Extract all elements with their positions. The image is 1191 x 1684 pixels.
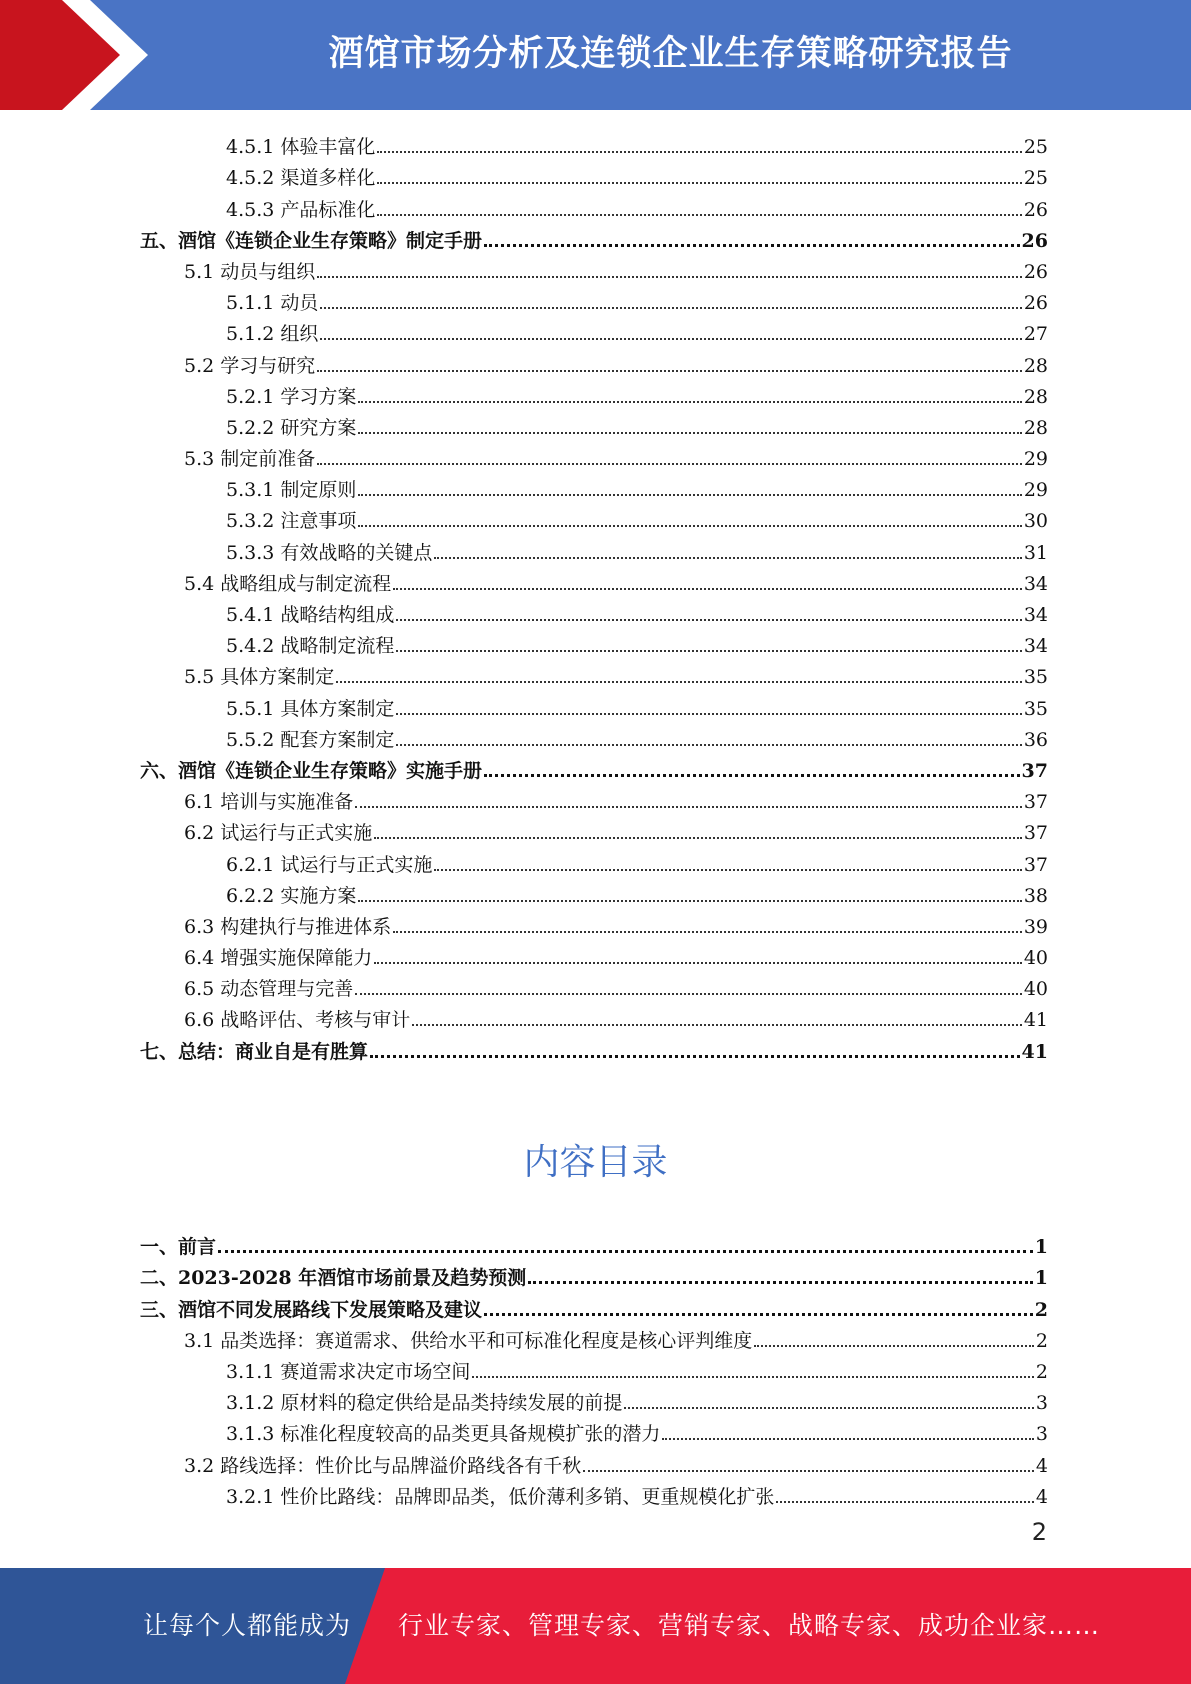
toc-entry-page: 40 [1023,947,1048,970]
toc-entry-label: 5.5 具体方案制定 [184,666,335,689]
toc-entry[interactable] [140,626,1048,657]
toc-leader-dots [358,494,1021,496]
toc-entry-label: 5.1.2 组织 [226,323,319,346]
toc-entry[interactable] [140,501,1048,532]
toc-leader-dots [218,1250,1033,1253]
toc-entry-page: 37 [1023,791,1048,814]
toc-entry-label: 5.3.3 有效战略的关键点 [226,541,433,564]
toc-entry-page: 28 [1023,354,1048,377]
toc-entry-label: 6.5 动态管理与完善 [184,978,354,1001]
toc-entry[interactable] [140,720,1048,751]
toc-leader-dots [662,1438,1034,1440]
toc-entry-label: 5.1.1 动员 [226,292,319,315]
toc-entry-page: 25 [1023,136,1048,159]
toc-leader-dots [377,151,1021,153]
toc-entry-label: 4.5.2 渠道多样化 [226,167,376,190]
toc-leader-dots [396,650,1021,652]
toc-entry-label: 5.5.1 具体方案制定 [226,697,395,720]
toc-leader-dots [484,774,1020,777]
toc-leader-dots [583,1470,1034,1472]
toc-entry-label: 一、前言 [140,1236,217,1259]
toc-leader-dots [434,557,1021,559]
toc-entry[interactable] [140,1258,1048,1289]
toc-leader-dots [776,1501,1034,1503]
toc-entry-page: 3 [1035,1423,1048,1446]
toc-entry-page: 26 [1021,229,1048,252]
toc-entry[interactable] [140,688,1048,719]
toc-entry-page: 37 [1023,853,1048,876]
toc-entry-page: 4 [1035,1454,1048,1477]
toc-leader-dots [355,806,1022,808]
toc-entry-label: 5.4 战略组成与制定流程 [184,572,392,595]
toc-entry-page: 30 [1023,510,1048,533]
toc-leader-dots [484,1313,1033,1316]
toc-entry[interactable] [140,1445,1048,1476]
toc-entry-label: 5.2 学习与研究 [184,354,316,377]
toc-leader-dots [484,244,1020,247]
toc-leader-dots [374,837,1022,839]
toc-entry[interactable] [140,439,1048,470]
toc-leader-dots [358,401,1021,403]
toc-entry[interactable] [140,1414,1048,1445]
toc-leader-dots [320,338,1021,340]
toc-leader-dots [358,900,1021,902]
toc-entry-label: 3.2 路线选择：性价比与品牌溢价路线各有千秋 [184,1454,582,1477]
toc-entry-label: 6.6 战略评估、考核与审计 [184,1009,411,1032]
toc-entry-page: 41 [1023,1009,1048,1032]
toc-entry-page: 36 [1023,728,1048,751]
toc-entry-page: 26 [1023,198,1048,221]
toc-entry-page: 41 [1021,1040,1048,1063]
toc-entry[interactable] [140,345,1048,376]
toc-entry-label: 5.4.1 战略结构组成 [226,604,395,626]
toc-entry[interactable] [140,158,1048,189]
toc-entry[interactable] [140,1321,1048,1352]
toc-entry-page: 34 [1023,604,1048,626]
toc-entry-label: 6.2 试运行与正式实施 [184,822,373,845]
report-title: 酒馆市场分析及连锁企业生存策略研究报告 [328,34,1013,74]
toc-entry-label: 三、酒馆不同发展路线下发展策略及建议 [140,1298,483,1321]
toc-entry-label: 五、酒馆《连锁企业生存策略》制定手册 [140,229,483,252]
toc-entry-label: 6.1 培训与实施准备 [184,791,354,814]
footer-slogan-left: 让每个人都能成为 [143,1611,352,1640]
toc-entry-label: 6.2.1 试运行与正式实施 [226,853,433,876]
toc-entry[interactable] [140,252,1048,283]
toc-entry-page: 2 [1035,1329,1048,1352]
toc-leader-dots [317,276,1022,278]
toc-contents [140,1227,1048,1508]
page-footer [0,1568,1191,1684]
toc-entry-label: 5.3 制定前准备 [184,448,316,471]
toc-entry-label: 3.1.1 赛道需求决定市场空间 [226,1360,471,1383]
toc-continued [140,127,1048,1063]
section-title: 内容目录 [523,1142,668,1183]
toc-leader-dots [396,619,1021,621]
toc-entry[interactable] [140,782,1048,813]
toc-entry-label: 3.1.3 标准化程度较高的品类更具备规模扩张的潜力 [226,1423,661,1446]
toc-entry-page: 40 [1023,978,1048,1001]
footer-slogan-right: 行业专家、管理专家、营销专家、战略专家、成功企业家…… [398,1611,1101,1640]
toc-entry[interactable] [140,470,1048,501]
page-number: 2 [1031,1518,1047,1546]
toc-entry-label: 5.1 动员与组织 [184,260,316,283]
toc-entry[interactable] [140,1031,1048,1062]
toc-entry-label: 七、总结：商业自是有胜算 [140,1040,369,1063]
toc-leader-dots [358,432,1021,434]
toc-entry-page: 31 [1023,541,1048,564]
toc-entry-page: 28 [1023,385,1048,408]
toc-leader-dots [320,307,1021,309]
toc-entry[interactable] [140,595,1048,626]
toc-leader-dots [624,1407,1034,1409]
toc-entry-page: 3 [1035,1392,1048,1415]
toc-leader-dots [317,370,1022,372]
toc-entry-page: 29 [1023,479,1048,502]
toc-entry-page: 37 [1021,759,1048,782]
toc-leader-dots [317,463,1022,465]
toc-entry-label: 3.1 品类选择：赛道需求、供给水平和可标准化程度是核心评判维度 [184,1329,753,1352]
toc-entry-label: 5.4.2 战略制定流程 [226,635,395,658]
toc-entry-label: 5.3.1 制定原则 [226,479,357,502]
toc-entry-label: 二、2023-2028 年酒馆市场前景及趋势预测 [140,1267,527,1290]
toc-entry-page: 34 [1023,635,1048,658]
toc-entry-page: 39 [1023,915,1048,938]
toc-leader-dots [472,1376,1034,1378]
toc-entry-page: 35 [1023,666,1048,689]
toc-entry-page: 29 [1023,448,1048,471]
toc-leader-dots [374,962,1022,964]
toc-entry-page: 35 [1023,697,1048,720]
toc-entry[interactable] [140,1352,1048,1383]
toc-entry-page: 26 [1023,260,1048,283]
toc-entry-page: 2 [1034,1298,1048,1321]
toc-leader-dots [377,214,1021,216]
toc-leader-dots [393,588,1022,590]
toc-leader-dots [336,681,1022,683]
toc-entry[interactable] [140,532,1048,563]
toc-leader-dots [412,1024,1022,1026]
toc-entry-label: 5.3.2 注意事项 [226,510,357,533]
page-header [0,0,1191,110]
toc-entry-label: 3.2.1 性价比路线：品牌即品类，低价薄利多销、更重规模化扩张 [226,1485,775,1508]
toc-entry-label: 6.4 增强实施保障能力 [184,947,373,970]
toc-entry-label: 4.5.1 体验丰富化 [226,136,376,159]
toc-entry-label: 3.1.2 原材料的稳定供给是品类持续发展的前提 [226,1392,623,1415]
toc-entry[interactable] [140,969,1048,1000]
toc-entry[interactable] [140,1227,1048,1258]
toc-entry-page: 1 [1034,1236,1048,1259]
toc-leader-dots [528,1281,1033,1284]
toc-entry-label: 5.5.2 配套方案制定 [226,728,395,751]
toc-leader-dots [434,869,1021,871]
toc-leader-dots [355,993,1022,995]
toc-leader-dots [377,182,1021,184]
toc-entry-label: 4.5.3 产品标准化 [226,198,376,221]
toc-entry-page: 34 [1023,572,1048,595]
toc-entry[interactable] [140,1289,1048,1320]
toc-entry[interactable] [140,938,1048,969]
toc-entry-page: 25 [1023,167,1048,190]
toc-entry-page: 4 [1035,1485,1048,1508]
toc-entry[interactable] [140,657,1048,688]
toc-entry-label: 6.2.2 实施方案 [226,884,357,907]
toc-entry[interactable] [140,1383,1048,1414]
toc-entry[interactable] [140,876,1048,907]
toc-entry[interactable] [140,127,1048,158]
toc-entry-label: 六、酒馆《连锁企业生存策略》实施手册 [140,759,483,782]
toc-leader-dots [370,1055,1020,1058]
toc-entry[interactable] [140,751,1048,782]
toc-leader-dots [358,525,1021,527]
toc-entry-page: 37 [1023,822,1048,845]
toc-entry[interactable] [140,221,1048,252]
toc-entry-page: 38 [1023,884,1048,907]
toc-entry-page: 27 [1023,323,1048,346]
toc-leader-dots [754,1345,1034,1347]
toc-leader-dots [393,931,1022,933]
toc-entry[interactable] [140,314,1048,345]
toc-entry[interactable] [140,844,1048,875]
toc-entry-label: 5.2.2 研究方案 [226,416,357,439]
toc-entry-page: 1 [1034,1267,1048,1290]
toc-entry-label: 5.2.1 学习方案 [226,385,357,408]
toc-entry[interactable] [140,813,1048,844]
toc-entry-label: 6.3 构建执行与推进体系 [184,915,392,938]
toc-entry[interactable] [140,377,1048,408]
toc-entry[interactable] [140,1000,1048,1031]
toc-entry-page: 26 [1023,292,1048,315]
toc-entry[interactable] [140,283,1048,314]
toc-entry[interactable] [140,907,1048,938]
toc-entry-page: 2 [1035,1360,1048,1383]
toc-entry[interactable] [140,1477,1048,1508]
toc-entry[interactable] [140,189,1048,220]
toc-leader-dots [396,713,1021,715]
toc-entry[interactable] [140,408,1048,439]
toc-entry[interactable] [140,564,1048,595]
toc-leader-dots [396,744,1021,746]
toc-entry-page: 28 [1023,416,1048,439]
